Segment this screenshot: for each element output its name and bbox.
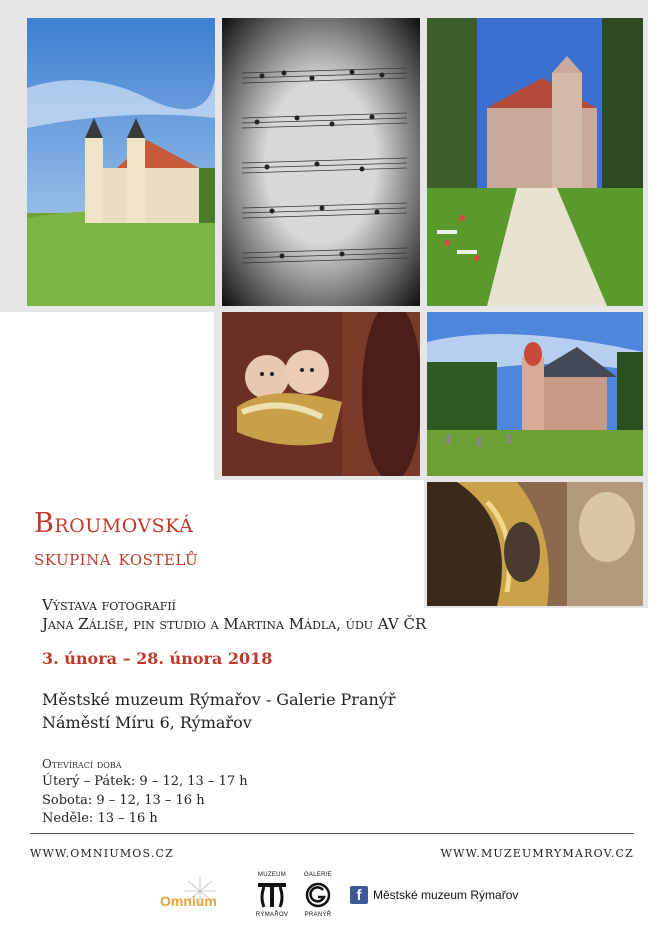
omnium-website-link[interactable]: WWW.OMNIUMOS.CZ: [30, 847, 174, 860]
photo-sheet-music: [222, 18, 420, 306]
photo-cherubs: [222, 312, 420, 476]
museum-website-link[interactable]: WWW.MUZEUMRYMAROV.CZ: [440, 847, 634, 860]
facebook-icon: f: [350, 886, 368, 904]
opening-hours-title: Otevírací doba: [42, 757, 122, 771]
exhibition-title-line2: skupina kostelů: [34, 546, 199, 571]
museum-emblem-icon: [252, 881, 292, 909]
photo-church-on-hill: [27, 18, 215, 306]
opening-hours-row: Úterý – Pátek: 9 – 12, 13 – 17 h: [42, 774, 248, 789]
photo-church-tower: [427, 312, 643, 476]
exhibition-dates: 3. února – 28. února 2018: [42, 649, 273, 668]
galerie-pranyr-logo: [298, 872, 338, 920]
opening-hours-row: Sobota: 9 – 12, 13 – 16 h: [42, 793, 205, 808]
collage-cutout-lower: [214, 480, 424, 608]
subtitle-line1: Výstava fotografií: [42, 596, 177, 614]
photo-gilded-ornament: [427, 482, 643, 606]
venue-name: Městské muzeum Rýmařov - Galerie Pranýř: [42, 690, 396, 709]
museum-logo-top-text: MUZEUM: [257, 872, 287, 878]
facebook-link[interactable]: [350, 885, 518, 905]
galerie-logo-bottom-text: PRANÝŘ: [304, 912, 332, 918]
museum-rymarov-logo: [252, 872, 292, 920]
opening-hours-row: Neděle: 13 – 16 h: [42, 811, 158, 826]
galerie-logo-top-text: GALERIE: [303, 872, 333, 878]
omnium-logo: [160, 877, 240, 917]
omnium-logo-text: Omnium: [160, 893, 217, 909]
museum-logo-bottom-text: RÝMAŘOV: [255, 912, 289, 918]
subtitle-line2: Jana Záliše, pin studio a Martina Mádla, údu AV ČR: [42, 615, 427, 633]
galerie-emblem-icon: [298, 881, 338, 909]
footer-divider: [30, 833, 634, 834]
venue-address: Náměstí Míru 6, Rýmařov: [42, 713, 252, 732]
photo-church-cemetery: [427, 18, 643, 306]
facebook-label: Městské muzeum Rýmařov: [373, 888, 519, 902]
exhibition-title-line1: Broumovská: [34, 508, 194, 539]
